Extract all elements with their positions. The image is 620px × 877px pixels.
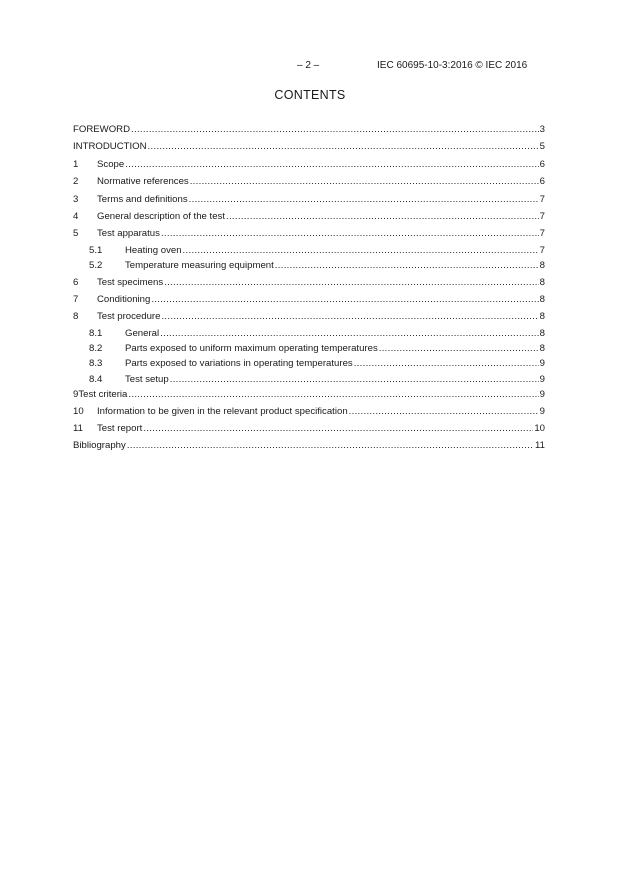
toc-entry-title: Test apparatus bbox=[97, 228, 160, 240]
toc-entry-test-criteria[interactable] bbox=[73, 387, 545, 402]
toc-entry-terms-and-definitions[interactable] bbox=[73, 191, 545, 208]
toc-dot-leader bbox=[275, 258, 539, 273]
toc-entry-page: 5 bbox=[539, 141, 545, 153]
toc-entry-introduction[interactable] bbox=[73, 138, 545, 155]
toc-entry-title: Test report bbox=[97, 423, 143, 435]
toc-dot-leader bbox=[183, 243, 539, 258]
toc-entry-test-procedure[interactable] bbox=[73, 308, 545, 325]
toc-entry-number: 6 bbox=[73, 276, 79, 288]
toc-entry-number: 5.2 bbox=[89, 260, 103, 272]
toc-entry-number: 11 bbox=[73, 423, 83, 435]
toc-entry-variations-in-temperatures[interactable] bbox=[73, 356, 545, 371]
toc-entry-page: 8 bbox=[539, 293, 545, 305]
toc-entry-title: Test criteria bbox=[78, 389, 128, 401]
toc-entry-general[interactable] bbox=[73, 326, 545, 341]
toc-entry-number: 8.2 bbox=[89, 343, 103, 355]
toc-entry-page: 3 bbox=[539, 124, 545, 135]
toc-dot-leader bbox=[148, 138, 539, 155]
toc-dot-leader bbox=[379, 341, 539, 356]
toc-entry-page: 7 bbox=[539, 244, 545, 256]
toc-entry-page: 8 bbox=[539, 260, 545, 272]
toc-dot-leader bbox=[170, 372, 539, 387]
toc-entry-title: INTRODUCTION bbox=[73, 141, 147, 153]
toc-entry-title: Test procedure bbox=[97, 311, 161, 323]
toc-entry-title: FOREWORD bbox=[73, 124, 131, 135]
toc-entry-title: Heating oven bbox=[125, 244, 182, 256]
toc-entry-title: Test setup bbox=[125, 373, 169, 385]
toc-dot-leader bbox=[143, 420, 533, 437]
toc-entry-page: 9 bbox=[539, 405, 545, 417]
toc-entry-number: 8.4 bbox=[89, 373, 103, 385]
toc-entry-bibliography[interactable] bbox=[73, 437, 545, 454]
toc-dot-leader bbox=[161, 308, 538, 325]
toc-entry-scope[interactable] bbox=[73, 156, 545, 173]
toc-entry-temperature-measuring-equipment[interactable] bbox=[73, 258, 545, 273]
toc-entry-page: 9 bbox=[539, 389, 545, 401]
toc-entry-number: 5 bbox=[73, 228, 79, 240]
toc-dot-leader bbox=[128, 387, 538, 402]
toc-entry-page: 6 bbox=[539, 158, 545, 170]
toc-entry-number: 1 bbox=[73, 158, 79, 170]
toc-dot-leader bbox=[131, 121, 539, 138]
toc-dot-leader bbox=[125, 156, 538, 173]
toc-dot-leader bbox=[226, 208, 539, 225]
table-of-contents bbox=[73, 121, 545, 455]
toc-dot-leader bbox=[127, 437, 534, 454]
toc-entry-test-specimens[interactable] bbox=[73, 274, 545, 291]
toc-entry-page: 7 bbox=[539, 228, 545, 240]
toc-entry-normative-references[interactable] bbox=[73, 173, 545, 190]
toc-entry-conditioning[interactable] bbox=[73, 291, 545, 308]
toc-entry-page: 8 bbox=[539, 276, 545, 288]
toc-entry-title: Parts exposed to uniform maximum operating temperatures bbox=[125, 343, 378, 355]
toc-entry-page: 8 bbox=[539, 311, 545, 323]
toc-entry-page: 10 bbox=[534, 423, 545, 435]
toc-entry-title: Temperature measuring equipment bbox=[125, 260, 274, 272]
toc-entry-title: Test specimens bbox=[97, 276, 164, 288]
toc-dot-leader bbox=[189, 191, 539, 208]
toc-dot-leader bbox=[190, 173, 539, 190]
toc-dot-leader bbox=[349, 403, 539, 420]
toc-entry-number: 10 bbox=[73, 405, 84, 417]
toc-entry-heating-oven[interactable] bbox=[73, 243, 545, 258]
page-title: CONTENTS bbox=[274, 88, 346, 102]
toc-entry-number: 2 bbox=[73, 176, 79, 188]
toc-entry-test-report[interactable] bbox=[73, 420, 545, 437]
toc-entry-number: 8.1 bbox=[89, 327, 103, 339]
toc-entry-page: 8 bbox=[539, 343, 545, 355]
toc-entry-number: 9 bbox=[73, 389, 79, 401]
toc-dot-leader bbox=[151, 291, 538, 308]
toc-entry-foreword[interactable] bbox=[73, 121, 545, 138]
toc-entry-page: 7 bbox=[539, 193, 545, 205]
toc-entry-title: General bbox=[125, 327, 160, 339]
toc-entry-page: 6 bbox=[539, 176, 545, 188]
toc-entry-general-description[interactable] bbox=[73, 208, 545, 225]
toc-entry-test-setup[interactable] bbox=[73, 372, 545, 387]
toc-entry-number: 5.1 bbox=[89, 244, 103, 256]
toc-entry-number: 4 bbox=[73, 210, 79, 222]
toc-entry-page: 9 bbox=[539, 358, 545, 370]
toc-entry-page: 11 bbox=[535, 440, 545, 452]
toc-entry-page: 8 bbox=[539, 327, 545, 339]
toc-entry-test-apparatus[interactable] bbox=[73, 225, 545, 242]
standard-identifier: IEC 60695-10-3:2016 © IEC 2016 bbox=[377, 60, 528, 71]
toc-entry-title: Scope bbox=[97, 158, 125, 170]
toc-entry-page: 9 bbox=[539, 373, 545, 385]
toc-entry-number: 8.3 bbox=[89, 358, 103, 370]
toc-entry-page: 7 bbox=[539, 210, 545, 222]
toc-dot-leader bbox=[164, 274, 539, 291]
toc-entry-title: Terms and definitions bbox=[97, 193, 188, 205]
toc-entry-number: 7 bbox=[73, 293, 79, 305]
toc-entry-title: General description of the test bbox=[97, 210, 225, 222]
toc-entry-number: 8 bbox=[73, 311, 79, 323]
toc-entry-title: Bibliography bbox=[73, 440, 126, 452]
toc-dot-leader bbox=[161, 225, 539, 242]
toc-entry-title: Parts exposed to variations in operating temperatures bbox=[125, 358, 353, 370]
toc-entry-uniform-max-temperatures[interactable] bbox=[73, 341, 545, 356]
toc-entry-product-specification-info[interactable] bbox=[73, 403, 545, 420]
page-header bbox=[0, 60, 620, 74]
toc-entry-title: Conditioning bbox=[97, 293, 151, 305]
toc-dot-leader bbox=[354, 356, 539, 371]
toc-entry-number: 3 bbox=[73, 193, 79, 205]
toc-dot-leader bbox=[160, 326, 539, 341]
page-number: – 2 – bbox=[297, 60, 320, 71]
toc-entry-title: Normative references bbox=[97, 176, 189, 188]
toc-entry-title: Information to be given in the relevant product specification bbox=[97, 405, 348, 417]
